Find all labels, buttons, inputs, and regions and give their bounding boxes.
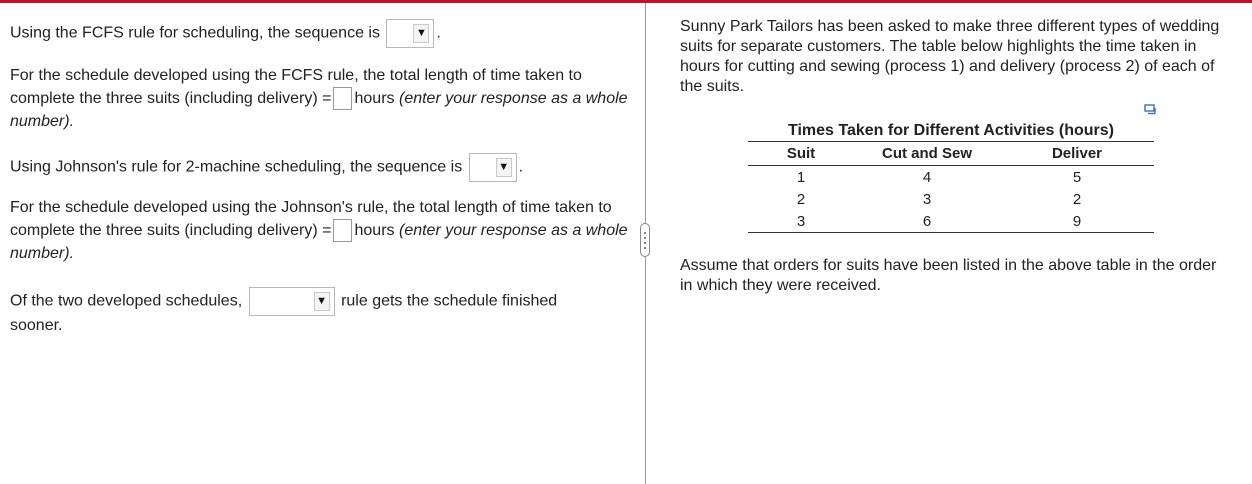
question-fcfs-sequence: Using the FCFS rule for scheduling, the sequence is ▼ .: [10, 19, 630, 48]
table-row: [748, 166, 1154, 189]
cell-suit: 1: [796, 168, 806, 186]
cell-deliver: 2: [1072, 190, 1082, 208]
question-pane: [0, 3, 645, 484]
question-better-rule-continued: sooner.: [10, 317, 63, 334]
pane-resize-handle[interactable]: [640, 223, 650, 257]
table-header-row: [748, 142, 1154, 166]
question-johnson-sequence: Using Johnson's rule for 2-machine scheduling, the sequence is ▼ .: [10, 153, 630, 182]
chevron-down-icon: ▼: [314, 292, 330, 311]
table-row: [748, 210, 1154, 233]
fcfs-sequence-dropdown[interactable]: [386, 19, 434, 48]
data-table: [748, 141, 1154, 233]
problem-intro: Sunny Park Tailors has been asked to make three different types of wedding suits for separate customers. The table below highlights the time taken in hours for cutting and sewing (process 1) and delivery (process 2) of each of the suits.: [680, 18, 1220, 95]
header-cut-and-sew: Cut and Sew: [854, 142, 1000, 166]
problem-note: Assume that orders for suits have been listed in the above table in the order in which they were received.: [680, 257, 1217, 294]
activity-times-table: [748, 121, 1154, 233]
cell-cut-and-sew: 4: [922, 168, 932, 186]
cell-deliver: 5: [1072, 168, 1082, 186]
table-row: [748, 188, 1154, 210]
header-deliver: Deliver: [1000, 142, 1154, 166]
question-better-rule: Of the two developed schedules, ▼ rule gets the schedule finished: [10, 287, 630, 316]
question-johnson-total-time: For the schedule developed using the Johnson's rule, the total length of time taken to complete the three suits (including delivery) = hours (enter your response as a whole number).: [10, 199, 628, 263]
better-rule-dropdown[interactable]: [249, 287, 335, 316]
fcfs-total-time-input[interactable]: [333, 87, 352, 110]
cell-suit: 2: [796, 190, 806, 208]
cell-suit: 3: [748, 210, 854, 233]
expand-table-icon[interactable]: [1144, 104, 1156, 115]
cell-cut-and-sew: 6: [854, 210, 1000, 233]
cell-cut-and-sew: 3: [922, 190, 932, 208]
johnson-total-time-input[interactable]: [333, 219, 352, 242]
question-fcfs-total-time: For the schedule developed using the FCFS rule, the total length of time taken to complete the three suits (including delivery) = hours (enter your response as a whole number).: [10, 67, 628, 131]
johnson-sequence-dropdown[interactable]: [469, 153, 517, 182]
header-suit: Suit: [748, 142, 854, 166]
table-title: Times Taken for Different Activities (hours): [788, 122, 1114, 139]
cell-deliver: 9: [1000, 210, 1154, 233]
chevron-down-icon: ▼: [496, 158, 512, 177]
chevron-down-icon: ▼: [413, 24, 429, 43]
problem-pane: [680, 3, 1240, 484]
